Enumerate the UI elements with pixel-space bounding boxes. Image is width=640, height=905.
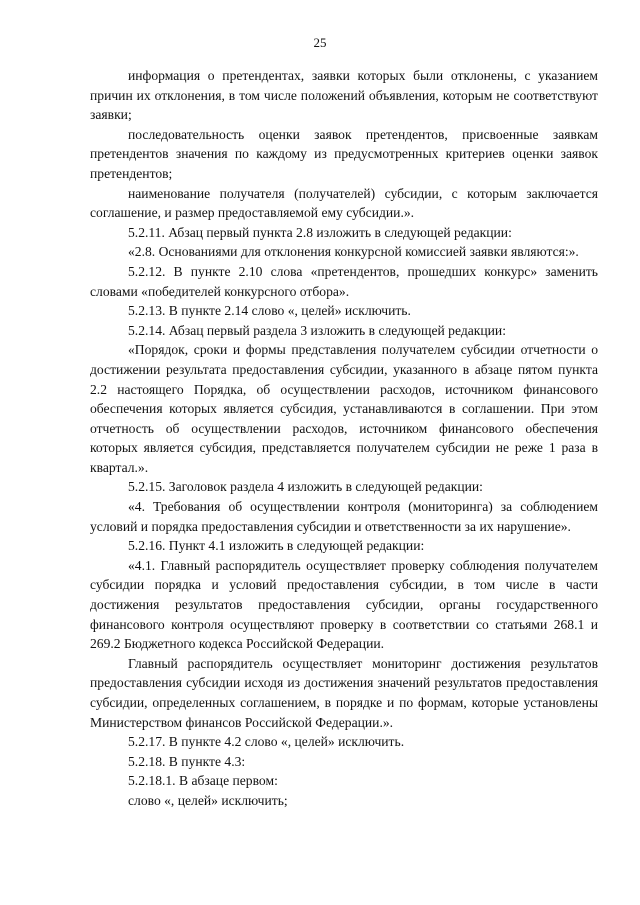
paragraph: 5.2.11. Абзац первый пункта 2.8 изложить в следующей редакции: [128,224,512,240]
paragraph: информация о претендентах, заявки которых были отклонены, с указанием причин их отклонения, в том числе положений объявления, которым не соответствуют заявки; [90,68,598,123]
paragraph: 5.2.18.1. В абзаце первом: [128,773,278,789]
paragraph: «4.1. Главный распорядитель осуществляет проверку соблюдения получателем субсидии порядка и условий предоставления субсидии, в том числе в части достижения результатов предоставления субсидии, органы государственного финансового контроля осуществляют проверку в соответствии со статьями 268.1 и 269.2 Бюджетного кодекса Российской Федерации. [90,557,598,652]
paragraph: «Порядок, сроки и формы представления получателем субсидии отчетности о достижении результата предоставления субсидии, указанного в абзаце пятом пункта 2.2 настоящего Порядка, об осуществлении расходов, источником финансового обеспечения которых является субсидия, устанавливаются в соглашении. При этом отчетность об осуществлении расходов, источником финансового обеспечения которых является субсидия, представляется получателем субсидии не реже 1 раза в квартал.». [90,342,598,475]
paragraph: наименование получателя (получателей) субсидии, с которым заключается соглашение, и размер предоставляемой ему субсидии.». [90,185,598,221]
paragraph: слово «, целей» исключить; [128,792,288,808]
document-body [90,66,598,811]
paragraph: 5.2.12. В пункте 2.10 слова «претендентов, прошедших конкурс» заменить словами «победителей конкурсного отбора». [90,263,598,299]
paragraph: 5.2.15. Заголовок раздела 4 изложить в следующей редакции: [128,479,483,495]
paragraph: 5.2.13. В пункте 2.14 слово «, целей» исключить. [128,303,411,319]
paragraph: 5.2.16. Пункт 4.1 изложить в следующей редакции: [128,538,425,554]
paragraph: «4. Требования об осуществлении контроля (мониторинга) за соблюдением условий и порядка предоставления субсидии и ответственности за их нарушение». [90,499,598,534]
paragraph: последовательность оценки заявок претендентов, присвоенные заявкам претендентов значения по каждому из предусмотренных критериев оценки заявок претендентов; [90,126,598,181]
paragraph: «2.8. Основаниями для отклонения конкурсной комиссией заявки являются:». [128,244,579,260]
page-number: 25 [313,35,327,50]
paragraph: 5.2.14. Абзац первый раздела 3 изложить в следующей редакции: [128,322,506,338]
paragraph: Главный распорядитель осуществляет мониторинг достижения результатов предоставления субсидии исходя из достижения значений результатов предоставления субсидии, определенных соглашением, в порядке и по формам, которые установлены Министерством финансов Российской Федерации.». [90,655,598,730]
paragraph: 5.2.17. В пункте 4.2 слово «, целей» исключить. [128,734,405,750]
paragraph: 5.2.18. В пункте 4.3: [128,753,246,769]
